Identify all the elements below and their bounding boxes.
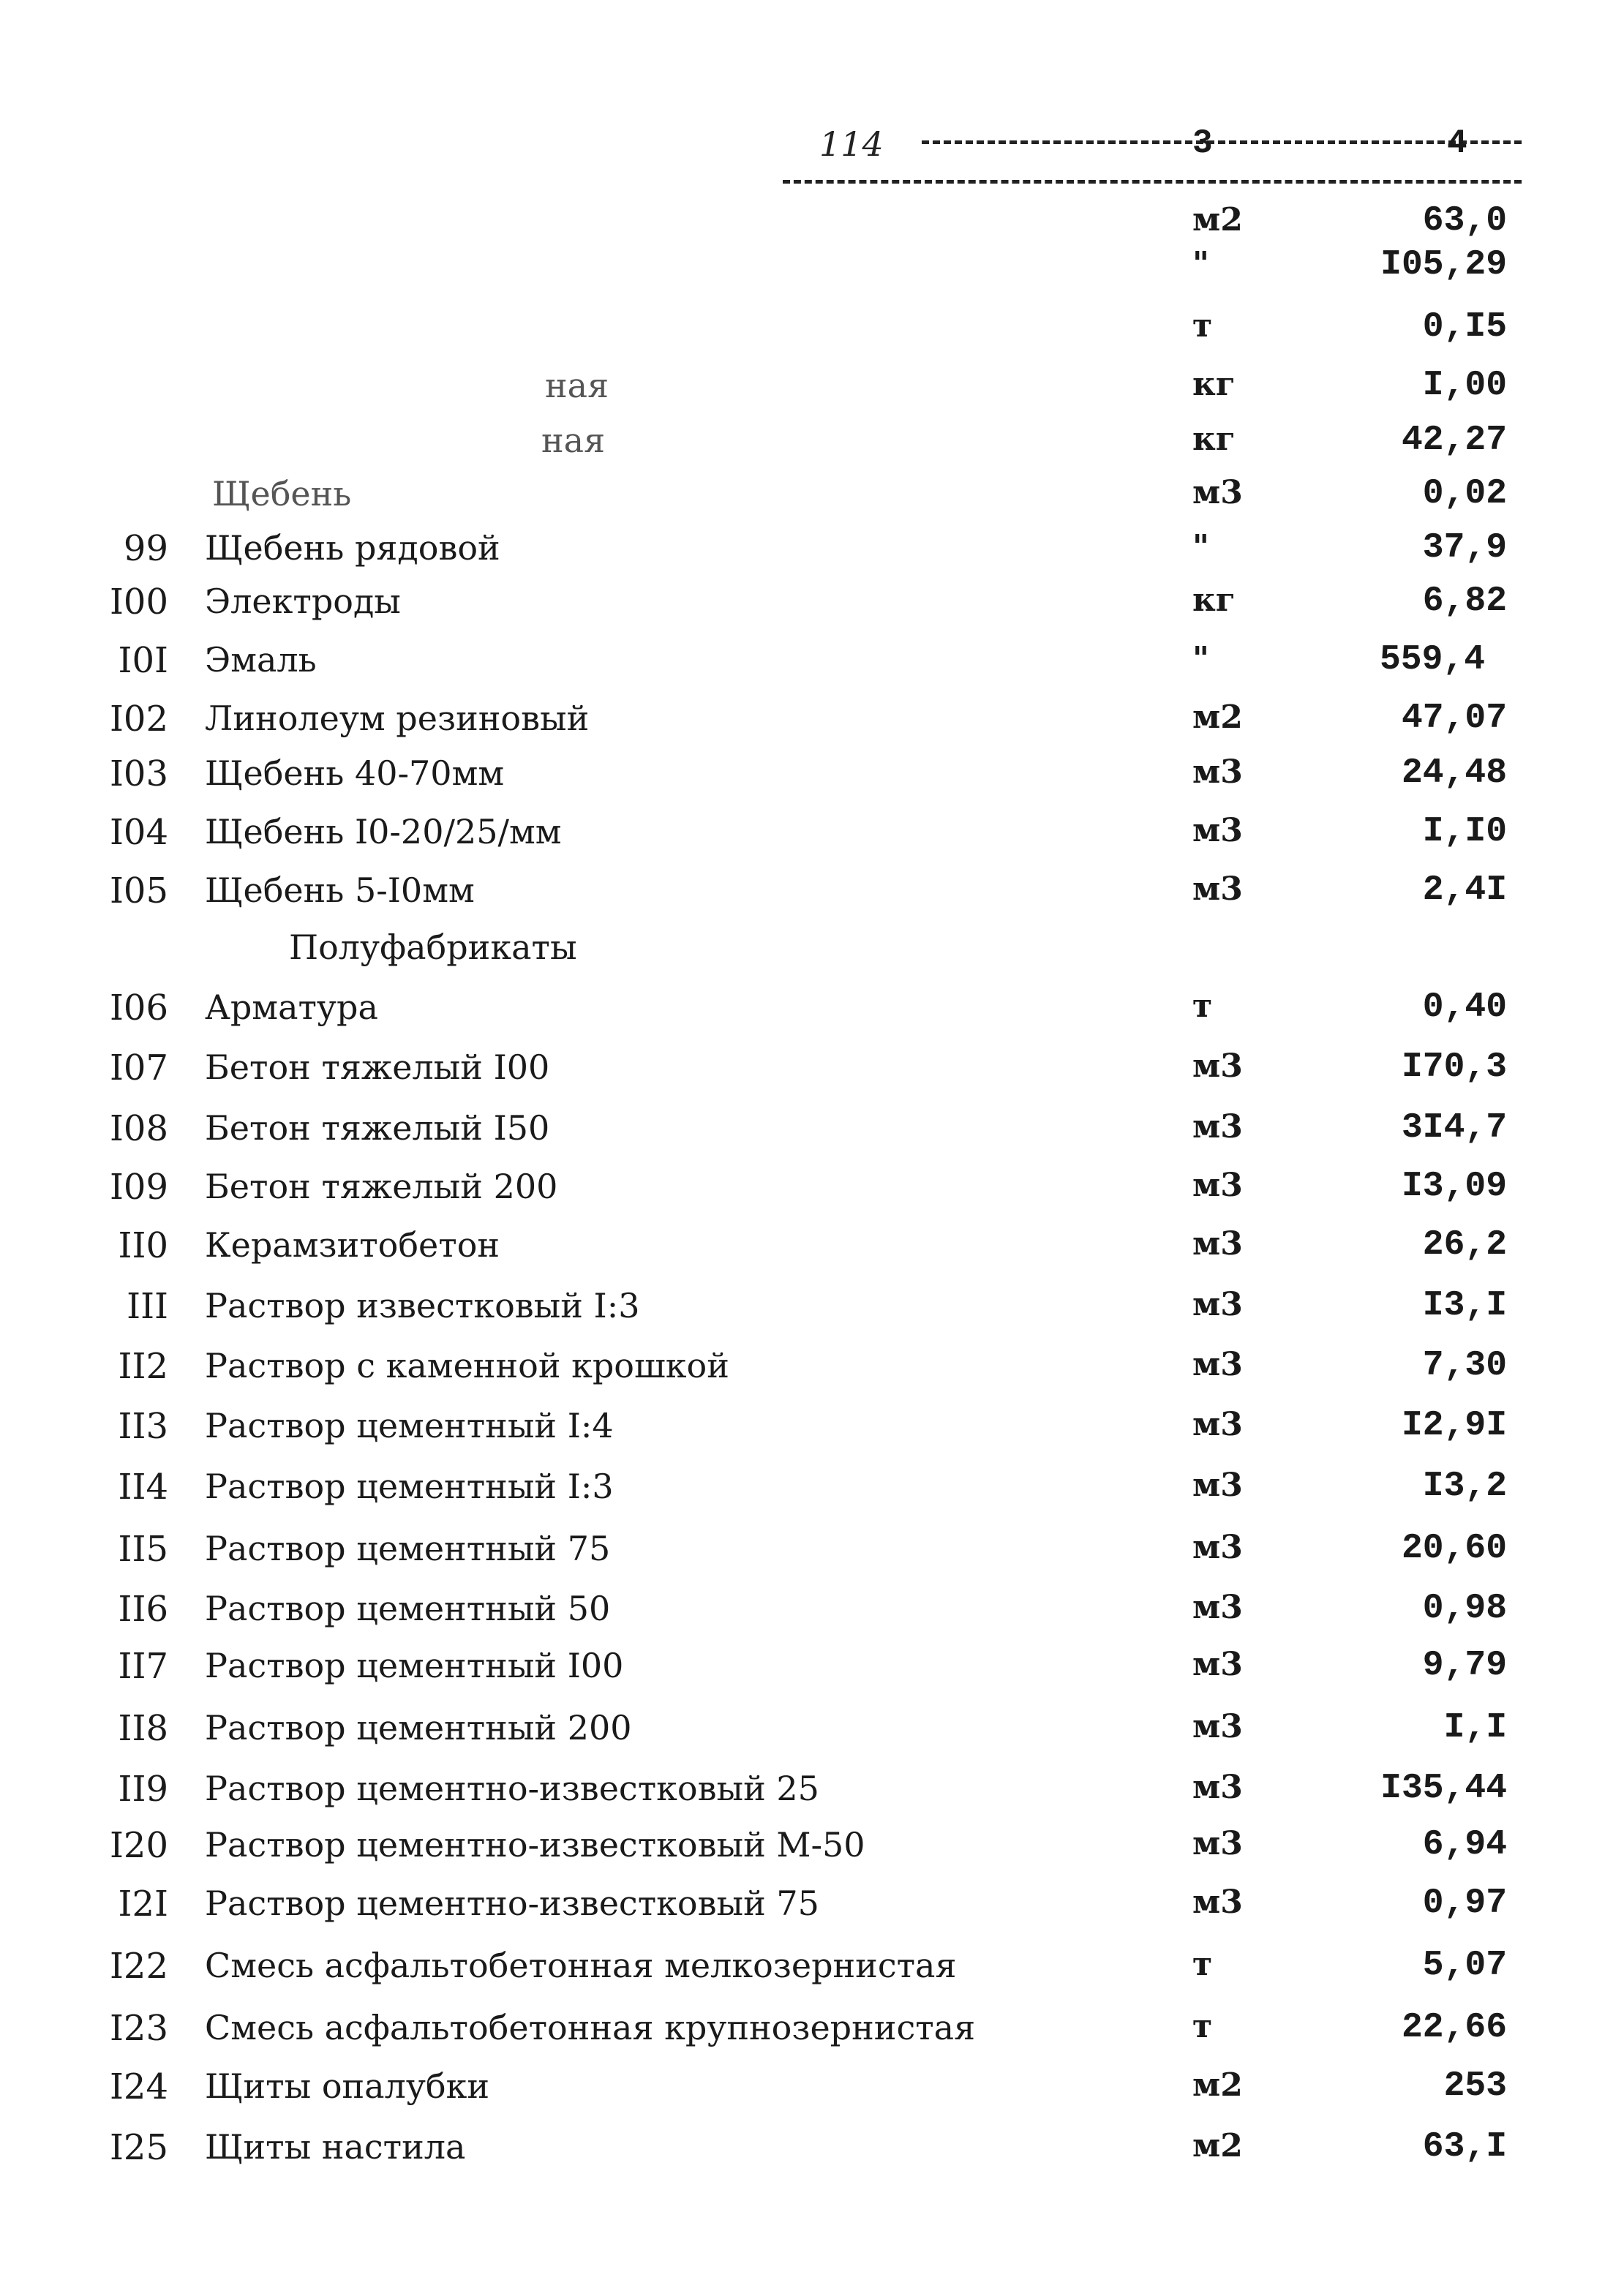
row-number: II4 [118, 1467, 168, 1508]
row-value: I,00 [1422, 366, 1507, 405]
row-number: II9 [118, 1769, 168, 1810]
row-name: Раствор цементный 200 [205, 1708, 632, 1747]
row-unit: м3 [1192, 1769, 1243, 1806]
table-row [0, 1108, 1624, 1164]
row-name: Бетон тяжелый I50 [205, 1108, 550, 1148]
row-unit: м3 [1192, 1346, 1243, 1383]
row-value: 5,07 [1422, 1946, 1507, 1985]
column-header-4: 4 [1447, 124, 1467, 162]
row-value: I,I0 [1422, 812, 1507, 851]
row-name: Раствор цементно-известковый 25 [205, 1769, 819, 1808]
row-unit: м3 [1192, 812, 1243, 849]
row-unit: м3 [1192, 1467, 1243, 1504]
row-unit: м3 [1192, 1646, 1243, 1683]
row-value: 37,9 [1422, 528, 1507, 568]
row-value: I35,44 [1380, 1769, 1507, 1808]
row-number: I24 [109, 2066, 168, 2107]
table-row [0, 1825, 1624, 1881]
row-value: 7,30 [1422, 1346, 1507, 1385]
row-number: I02 [109, 699, 168, 740]
table-row [0, 1769, 1624, 1824]
table-row [0, 528, 1624, 584]
table-row [0, 1346, 1624, 1402]
row-value: I3,2 [1422, 1467, 1507, 1506]
row-unit: м3 [1192, 1708, 1243, 1745]
row-unit: м3 [1192, 474, 1243, 511]
table-row [0, 699, 1624, 754]
table-row [0, 2008, 1624, 2063]
row-number: I08 [109, 1108, 168, 1149]
table-row [0, 245, 1624, 301]
row-value: I3,09 [1401, 1167, 1507, 1206]
table-row [0, 1467, 1624, 1522]
row-name: Щебень [212, 474, 352, 513]
table-row [0, 987, 1624, 1043]
table-row [0, 307, 1624, 363]
row-unit: " [1192, 245, 1209, 282]
row-number: I07 [109, 1047, 168, 1088]
row-value: I3,I [1422, 1286, 1507, 1325]
table-row [0, 1225, 1624, 1281]
table-row [0, 366, 1624, 421]
row-name: Смесь асфальтобетонная мелкозернистая [205, 1946, 957, 1985]
row-number: I2I [118, 1884, 168, 1925]
row-number: I25 [109, 2127, 168, 2168]
row-name: ная [545, 366, 609, 405]
row-name: Эмаль [205, 640, 317, 680]
row-unit: т [1192, 1946, 1213, 1983]
row-name: ная [541, 421, 606, 460]
row-value: 6,94 [1422, 1825, 1507, 1865]
row-name: Щиты опалубки [205, 2066, 490, 2106]
table-row [0, 1708, 1624, 1764]
row-unit: м3 [1192, 1529, 1243, 1566]
row-value: I70,3 [1401, 1047, 1507, 1087]
row-number: I00 [109, 582, 168, 622]
row-name: Раствор цементно-известковый 75 [205, 1884, 819, 1923]
row-value: 26,2 [1422, 1225, 1507, 1265]
row-number: I23 [109, 2008, 168, 2049]
row-name: Керамзитобетон [205, 1225, 500, 1265]
row-value: 559,4 [1379, 640, 1485, 680]
row-unit: м3 [1192, 870, 1243, 908]
row-value: 0,I5 [1422, 307, 1507, 347]
table-row [0, 1167, 1624, 1222]
row-name: Арматура [205, 987, 378, 1027]
row-number: II2 [118, 1346, 168, 1387]
row-unit: м2 [1192, 2127, 1243, 2164]
row-number: I06 [109, 987, 168, 1028]
row-name: Щиты настила [205, 2127, 466, 2167]
row-value: 6,82 [1422, 582, 1507, 621]
table-row [0, 1946, 1624, 2001]
row-value: 3I4,7 [1401, 1108, 1507, 1148]
row-value: I,I [1443, 1708, 1507, 1747]
table-row [0, 1529, 1624, 1584]
row-name: Электроды [205, 582, 401, 621]
row-unit: м3 [1192, 1225, 1243, 1263]
table-row [0, 1589, 1624, 1644]
row-value: 22,66 [1401, 2008, 1507, 2047]
header-dash-line-bottom [783, 180, 1522, 184]
row-value: I05,29 [1380, 245, 1507, 285]
row-name: Щебень 5-I0мм [205, 870, 475, 910]
row-unit: м2 [1192, 201, 1243, 238]
row-name: Раствор цементный I00 [205, 1646, 624, 1685]
row-name: Раствор цементный 50 [205, 1589, 611, 1628]
row-value: 0,98 [1422, 1589, 1507, 1628]
row-number: II7 [118, 1646, 168, 1687]
row-unit: " [1192, 640, 1209, 677]
row-value: 253 [1443, 2066, 1507, 2106]
header-dash-line-top [922, 140, 1522, 144]
row-value: 63,0 [1422, 201, 1507, 241]
row-name: Линолеум резиновый [205, 699, 590, 738]
row-unit: м3 [1192, 1167, 1243, 1204]
row-number: II5 [118, 1529, 168, 1570]
row-unit: т [1192, 2008, 1213, 2045]
table-row [0, 1646, 1624, 1701]
row-number: III [127, 1286, 168, 1327]
table-row [0, 812, 1624, 868]
row-value: 63,I [1422, 2127, 1507, 2167]
row-number: II0 [118, 1225, 168, 1266]
row-name: Раствор цементно-известковый М-50 [205, 1825, 865, 1865]
row-value: 42,27 [1401, 421, 1507, 460]
row-number: I05 [109, 870, 168, 911]
row-unit: м3 [1192, 1286, 1243, 1323]
row-name: Раствор с каменной крошкой [205, 1346, 729, 1385]
table-row [0, 640, 1624, 696]
row-name: Щебень рядовой [205, 528, 500, 568]
table-row [0, 2066, 1624, 2122]
row-name: Бетон тяжелый 200 [205, 1167, 558, 1206]
row-name: Раствор цементный I:3 [205, 1467, 614, 1506]
row-number: I09 [109, 1167, 168, 1208]
row-value: 24,48 [1401, 753, 1507, 793]
row-number: 99 [123, 528, 168, 569]
row-unit: м3 [1192, 1825, 1243, 1862]
table-row [0, 870, 1624, 926]
table-row [0, 2127, 1624, 2183]
table-row [0, 421, 1624, 476]
row-unit: м3 [1192, 1884, 1243, 1921]
row-value: 2,4I [1422, 870, 1507, 910]
row-number: II6 [118, 1589, 168, 1630]
column-header-3: 3 [1192, 124, 1213, 162]
page-number: 114 [819, 124, 884, 164]
row-unit: кг [1192, 421, 1236, 458]
row-number: I20 [109, 1825, 168, 1866]
row-name: Смесь асфальтобетонная крупнозернистая [205, 2008, 976, 2047]
row-value: I2,9I [1401, 1406, 1507, 1445]
row-name: Щебень 40-70мм [205, 753, 505, 793]
row-number: I22 [109, 1946, 168, 1987]
row-value: 0,40 [1422, 987, 1507, 1027]
row-number: II8 [118, 1708, 168, 1749]
table-row [0, 474, 1624, 530]
row-value: 20,60 [1401, 1529, 1507, 1568]
row-name: Раствор цементный 75 [205, 1529, 611, 1568]
table-row [0, 1406, 1624, 1461]
row-number: I04 [109, 812, 168, 853]
table-row [0, 1884, 1624, 1939]
table-row [0, 753, 1624, 809]
row-value: 0,97 [1422, 1884, 1507, 1923]
row-name: Щебень I0-20/25/мм [205, 812, 562, 851]
row-name: Раствор цементный I:4 [205, 1406, 614, 1445]
table-row [0, 1047, 1624, 1103]
row-unit: м3 [1192, 753, 1243, 791]
row-number: I0I [118, 640, 168, 681]
row-value: 9,79 [1422, 1646, 1507, 1685]
row-value: 0,02 [1422, 474, 1507, 513]
row-unit: м3 [1192, 1406, 1243, 1443]
row-unit: м3 [1192, 1108, 1243, 1145]
table-row [0, 1286, 1624, 1342]
table-row [0, 582, 1624, 637]
row-unit: " [1192, 528, 1209, 565]
row-unit: т [1192, 987, 1213, 1025]
section-title: Полуфабрикаты [289, 928, 577, 967]
row-unit: м3 [1192, 1047, 1243, 1085]
row-unit: т [1192, 307, 1213, 345]
row-value: 47,07 [1401, 699, 1507, 738]
row-name: Бетон тяжелый I00 [205, 1047, 550, 1087]
row-unit: м3 [1192, 1589, 1243, 1626]
row-name: Раствор известковый I:3 [205, 1286, 640, 1325]
row-number: II3 [118, 1406, 168, 1447]
row-unit: кг [1192, 582, 1236, 619]
row-unit: кг [1192, 366, 1236, 403]
row-number: I03 [109, 753, 168, 794]
table-header [753, 110, 1522, 190]
row-unit: м2 [1192, 2066, 1243, 2104]
row-unit: м2 [1192, 699, 1243, 736]
